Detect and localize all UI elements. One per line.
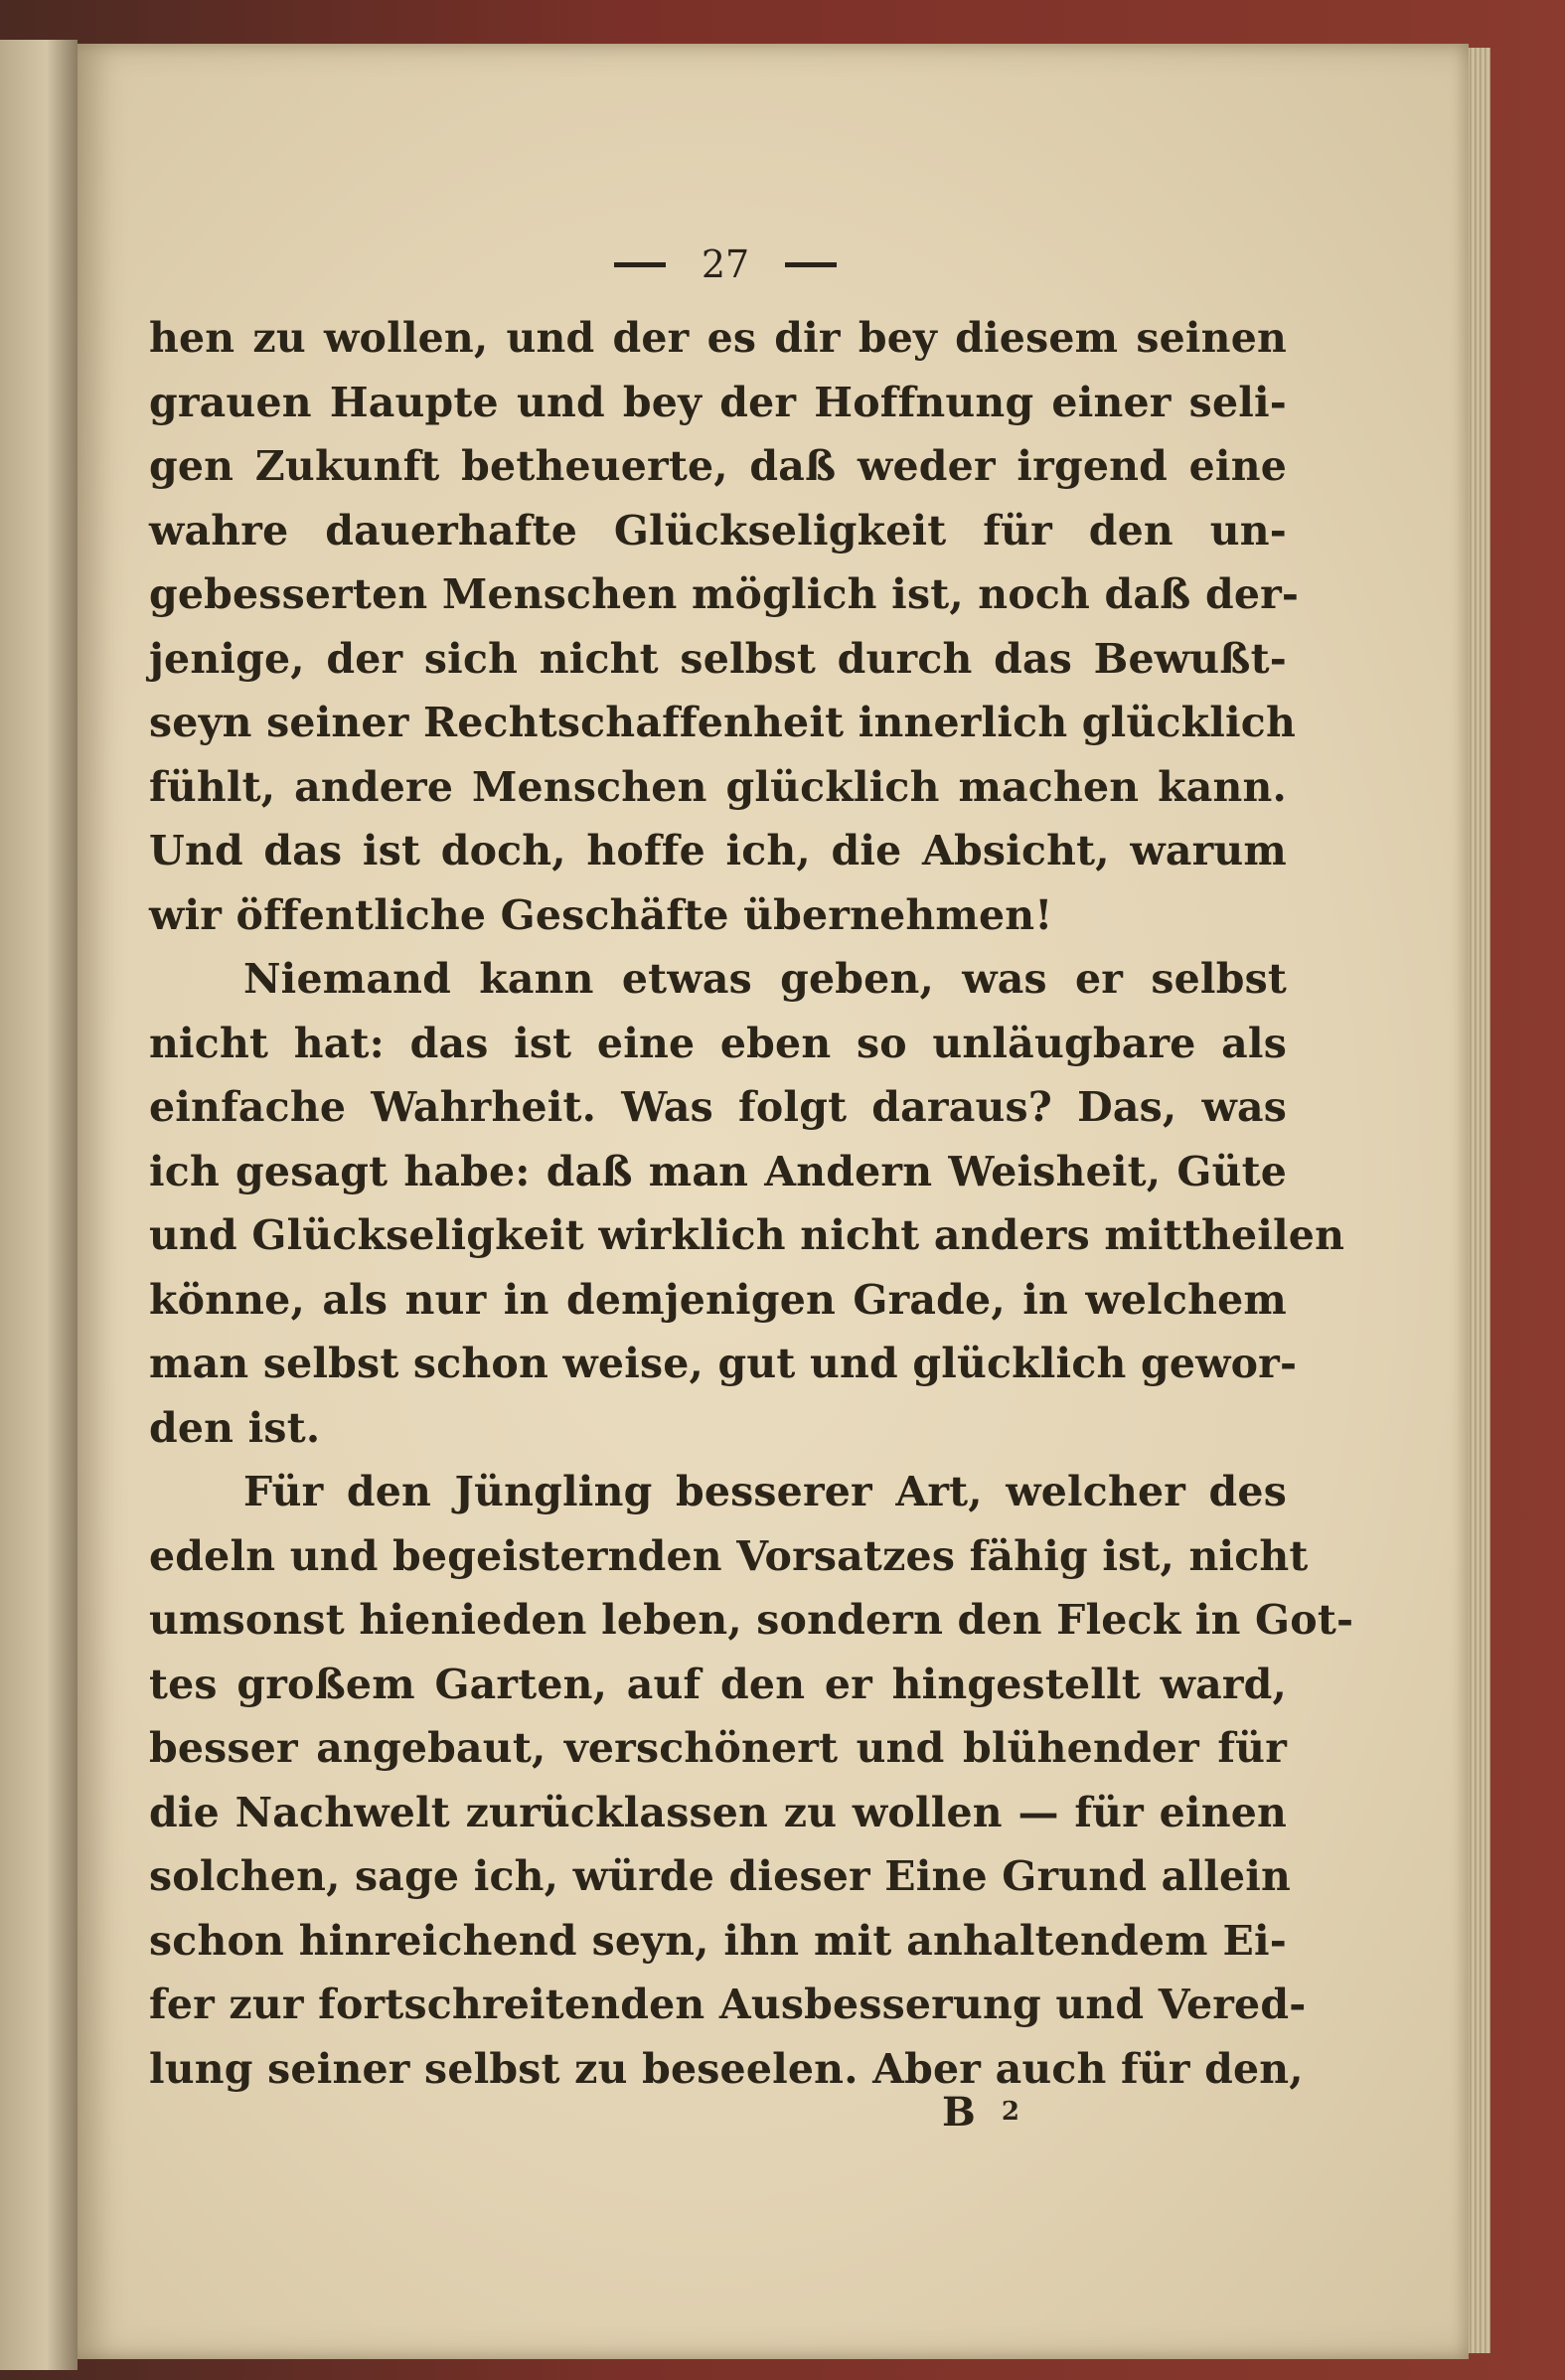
text-line: könne, als nur in demjenigen Grade, in welchem: [149, 1275, 1287, 1324]
text-line: besser angebaut, verschönert und blühender für: [149, 1724, 1287, 1772]
text-line: Und das ist doch, hoffe ich, die Absicht, warum: [149, 827, 1287, 874]
signature-mark: [942, 2082, 1101, 2142]
text-line: edeln und begeisternden Vorsatzes fähig ist, nicht: [149, 1531, 1309, 1580]
text-line: schon hinreichend seyn, ihn mit anhaltendem Ei-: [149, 1916, 1287, 1965]
text-line: fer zur fortschreitenden Ausbesserung und Vered-: [149, 1981, 1307, 2028]
text-line: gen Zukunft betheuerte, daß weder irgend eine: [149, 442, 1287, 490]
text-line: die Nachwelt zurücklassen zu wollen — für einen: [149, 1788, 1287, 1836]
header-dash-right: [785, 262, 837, 267]
signature-number: 2: [1001, 2097, 1019, 2127]
text-line: lung seiner selbst zu beseelen. Aber auch für den,: [149, 2044, 1304, 2093]
header-dash-left: [614, 262, 666, 267]
text-line: den ist.: [149, 1403, 321, 1452]
signature-letter: B: [942, 2088, 976, 2136]
text-line: fühlt, andere Menschen glücklich machen kann.: [149, 762, 1287, 811]
text-line: jenige, der sich nicht selbst durch das Bewußt-: [149, 634, 1287, 683]
text-line: solchen, sage ich, würde dieser Eine Grund allein: [149, 1852, 1292, 1900]
text-line: einfache Wahrheit. Was folgt daraus? Das, was: [149, 1083, 1287, 1131]
left-page-edge: [0, 40, 78, 2370]
text-line: nicht hat: das ist eine eben so unläugbare als: [149, 1019, 1287, 1067]
paragraph-start-line: Für den Jüngling besserer Art, welcher des: [243, 1468, 1287, 1515]
text-line: man selbst schon weise, gut und glücklich gewor-: [149, 1340, 1298, 1387]
page-number: 27: [701, 242, 750, 286]
text-line: wir öffentliche Geschäfte übernehmen!: [149, 890, 1053, 939]
text-line: gebesserten Menschen möglich ist, noch daß der-: [149, 570, 1300, 618]
text-line: seyn seiner Rechtschaffenheit innerlich glücklich: [149, 699, 1296, 746]
page-header: [517, 235, 934, 294]
text-line: umsonst hienieden leben, sondern den Fleck in Got-: [149, 1596, 1354, 1644]
text-line: hen zu wollen, und der es dir bey diesem seinen: [149, 314, 1287, 362]
text-line: tes großem Garten, auf den er hingestellt ward,: [149, 1660, 1287, 1708]
text-line: ich gesagt habe: daß man Andern Weisheit, Güte: [149, 1147, 1287, 1195]
body-text: [149, 306, 1354, 2101]
text-line: und Glückseligkeit wirklich nicht anders mittheilen: [149, 1211, 1345, 1259]
text-line: wahre dauerhafte Glückseligkeit für den un-: [149, 506, 1287, 555]
paragraph-start-line: Niemand kann etwas geben, was er selbst: [243, 955, 1287, 1003]
text-line: grauen Haupte und bey der Hoffnung einer seli-: [149, 378, 1287, 426]
